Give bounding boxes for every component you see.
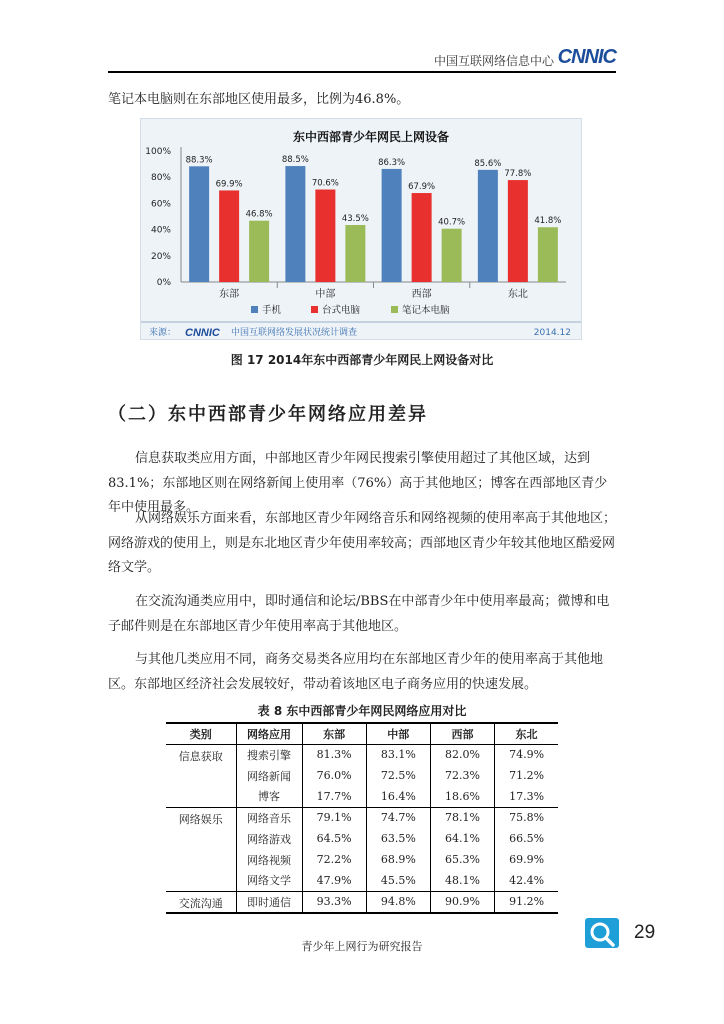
value-cell: 74.7% [366, 807, 430, 828]
table-caption: 表 8 东中西部青少年网民网络应用对比 [257, 704, 467, 718]
y-tick-label: 40% [150, 225, 171, 236]
category-cell: 信息获取 [166, 744, 236, 807]
legend-swatch [311, 306, 318, 313]
chart-title: 东中西部青少年网民上网设备 [292, 130, 450, 144]
bar-value-label: 85.6% [474, 158, 502, 169]
col-header: 网络应用 [236, 723, 302, 744]
legend-swatch [391, 306, 398, 313]
table-row [166, 744, 558, 765]
figure-caption: 图 17 2014年东中西部青少年网民上网设备对比 [230, 353, 494, 367]
bar [538, 227, 558, 282]
value-cell: 42.4% [509, 873, 545, 887]
bar [478, 170, 498, 282]
bar-value-label: 41.8% [534, 216, 562, 227]
header-title: 中国互联网络信息中心 [433, 54, 554, 68]
paragraph-1: 信息获取类应用方面，中部地区青少年网民搜索引擎使用超过了其他区域，达到83.1%；东部地区则在网络新闻上使用率（76%）高于其他地区；博客在西部地区青少年中使用最多。 [108, 451, 608, 515]
bar [285, 166, 305, 282]
bar [382, 169, 402, 282]
bar-value-label: 88.5% [281, 155, 309, 166]
col-header: 东部 [302, 723, 366, 744]
paragraph-4: 与其他几类应用不同，商务交易类各应用均在东部地区青少年的使用率高于其他地区。东部地区经济社会发展较好，带动着该地区电子商务应用的快速发展。 [108, 652, 604, 692]
bar [442, 229, 462, 282]
y-tick-label: 60% [150, 199, 171, 210]
footer-text: 青少年上网行为研究报告 [301, 940, 423, 953]
legend-label: 台式电脑 [322, 305, 361, 316]
bar-value-label: 88.3% [185, 155, 213, 166]
value-cell: 16.4% [366, 786, 430, 807]
source-text: 中国互联网络发展状况统计调查 [231, 328, 358, 338]
page-number: 29 [634, 922, 656, 943]
value-cell: 82.0% [430, 744, 494, 765]
app-cell: 网络新闻 [236, 765, 302, 786]
bar [219, 190, 239, 282]
value-cell: 64.5% [302, 828, 366, 849]
value-cell: 64.1% [430, 828, 494, 849]
value-cell: 18.6% [430, 786, 494, 807]
legend-swatch [251, 306, 258, 313]
category-label: 中部 [315, 289, 336, 300]
bar [412, 193, 432, 282]
value-cell: 74.9% [509, 748, 545, 762]
value-cell: 78.1% [430, 807, 494, 828]
value-cell: 45.5% [366, 870, 430, 891]
bar [345, 225, 365, 282]
intro-text: 笔记本电脑则在东部地区使用最多，比例为46.8%。 [108, 92, 410, 107]
source-logo: CNNIC [185, 327, 220, 339]
col-header: 中部 [366, 723, 430, 744]
value-cell: 75.8% [495, 807, 558, 828]
source-label: 来源： [149, 328, 177, 338]
app-cell: 搜索引擎 [236, 744, 302, 765]
device-chart [140, 118, 582, 340]
app-cell: 即时通信 [236, 891, 302, 913]
value-cell: 94.8% [366, 891, 430, 913]
value-cell: 72.3% [430, 765, 494, 786]
bar-value-label: 69.9% [215, 179, 243, 190]
bar-value-label: 43.5% [341, 214, 369, 225]
paragraph-2: 从网络娱乐方面来看，东部地区青少年网络音乐和网络视频的使用率高于其他地区；网络游戏的使用上，则是东北地区青少年使用率较高；西部地区青少年较其他地区酷爱网络文学。 [108, 511, 617, 575]
page-header [108, 48, 616, 70]
bar [315, 190, 335, 282]
value-cell: 65.3% [430, 849, 494, 870]
cnnic-logo: CNNIC [557, 46, 616, 68]
bar [508, 180, 528, 282]
bar-value-label: 70.6% [311, 178, 339, 189]
app-cell: 博客 [236, 786, 302, 807]
value-cell: 81.3% [302, 744, 366, 765]
bar-value-label: 46.8% [245, 209, 273, 220]
value-cell: 79.1% [302, 807, 366, 828]
paragraph-3: 在交流沟通类应用中，即时通信和论坛/BBS在中部青少年中使用率最高；微博和电子邮件则是在东部地区青少年使用率高于其他地区。 [108, 594, 610, 634]
value-cell: 71.2% [509, 769, 545, 782]
source-date: 2014.12 [533, 328, 571, 338]
app-cell: 网络游戏 [236, 828, 302, 849]
category-label: 东部 [219, 289, 240, 300]
chart-svg [141, 119, 581, 339]
category-cell: 网络娱乐 [166, 807, 236, 891]
value-cell: 72.2% [302, 849, 366, 870]
col-header: 东北 [495, 723, 558, 744]
value-cell: 17.3% [509, 789, 545, 803]
value-cell: 47.9% [302, 870, 366, 891]
value-cell: 17.7% [302, 786, 366, 807]
value-cell: 83.1% [366, 744, 430, 765]
value-cell: 91.2% [495, 891, 558, 913]
value-cell: 76.0% [302, 765, 366, 786]
bar-value-label: 67.9% [408, 182, 436, 193]
category-label: 东北 [507, 289, 528, 300]
bar [249, 221, 269, 282]
app-comparison-table [166, 722, 558, 914]
value-cell: 90.9% [430, 891, 494, 913]
value-cell: 68.9% [366, 849, 430, 870]
header-rule [108, 71, 616, 73]
legend-label: 手机 [262, 305, 282, 316]
y-tick-label: 20% [150, 251, 171, 262]
y-tick-label: 0% [156, 278, 171, 288]
category-cell: 交流沟通 [166, 891, 236, 913]
value-cell: 93.3% [302, 891, 366, 913]
bar-value-label: 40.7% [438, 217, 466, 228]
y-tick-label: 80% [150, 173, 171, 184]
category-label: 西部 [411, 289, 432, 300]
y-tick-label: 100% [145, 147, 171, 157]
bar-value-label: 77.8% [504, 169, 532, 180]
section-heading: （二）东中西部青少年网络应用差异 [108, 404, 428, 425]
table-header-row [166, 723, 558, 744]
col-header: 类别 [166, 723, 236, 744]
app-cell: 网络音乐 [236, 807, 302, 828]
app-cell: 网络视频 [236, 849, 302, 870]
bar-value-label: 86.3% [378, 157, 406, 168]
value-cell: 72.5% [366, 765, 430, 786]
value-cell: 66.5% [509, 832, 545, 845]
bar [189, 166, 209, 282]
value-cell: 63.5% [366, 828, 430, 849]
table-row [166, 807, 558, 828]
col-header: 西部 [430, 723, 494, 744]
app-cell: 网络文学 [236, 870, 302, 891]
table-row [166, 891, 558, 913]
value-cell: 69.9% [509, 853, 545, 866]
value-cell: 48.1% [430, 870, 494, 891]
legend-label: 笔记本电脑 [402, 305, 450, 316]
